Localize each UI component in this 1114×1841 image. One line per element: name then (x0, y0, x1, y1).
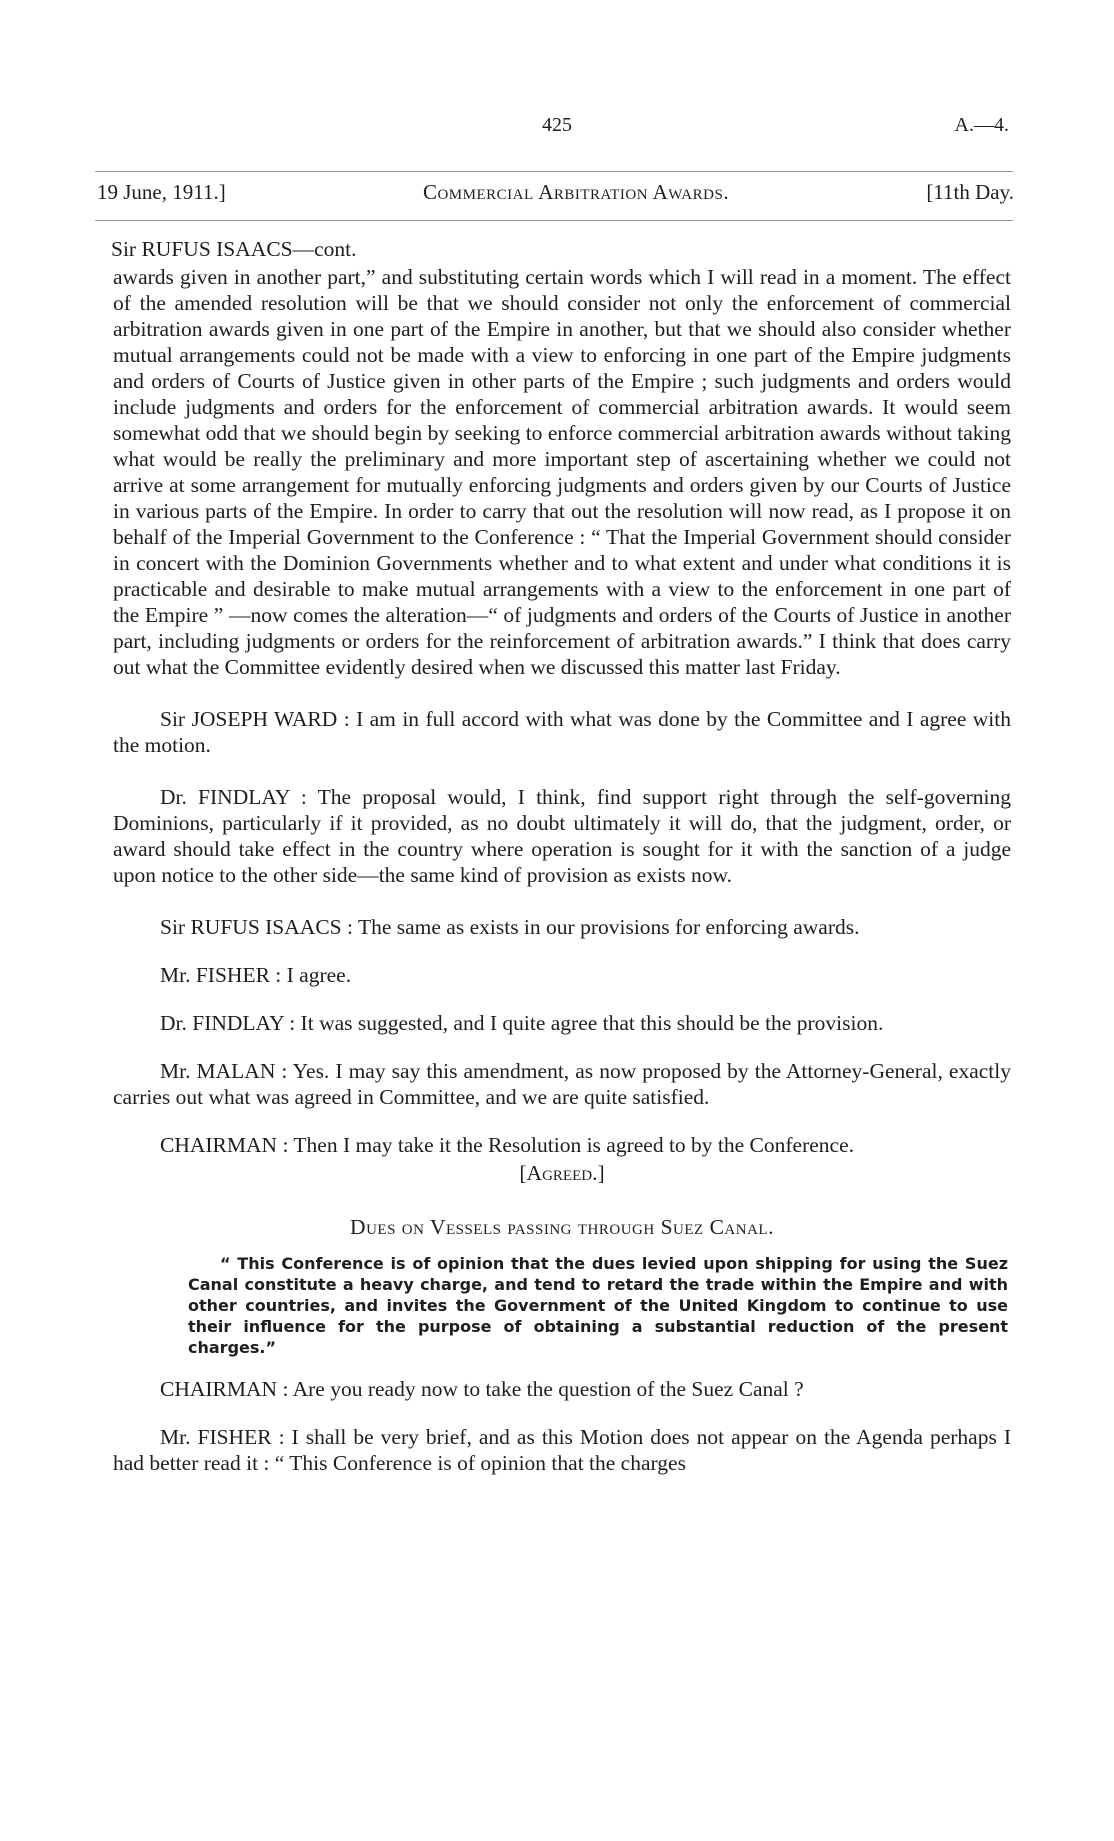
header-rule-top (95, 171, 1013, 172)
paragraph: Dr. FINDLAY : It was suggested, and I quite agree that this should be the provision. (160, 1011, 884, 1035)
paragraph: Sir RUFUS ISAACS : The same as exists in our provisions for enforcing awards. (160, 915, 860, 939)
running-head-date: 19 June, 1911.] (97, 180, 226, 204)
agreed-marker: [Agreed.] (519, 1161, 605, 1185)
paragraph: awards given in another part,” and substituting certain words which I will read in a moment. The effect of the amended resolution will be that we should consider not only the enforcement of commercial arbitration awards given in one part of the Empire in another, but that we should also consider whether mutual arrangements could not be made with a view to enforcing in one part of the Empire judgments and orders of Courts of Justice given in other parts of the Empire ; such judgments and orders would include judgments and orders for the enforcement of commercial arbitration awards. It would seem somewhat odd that we should begin by seeking to enforce commercial arbitration awards without taking what would be really the preliminary and more important step of ascertaining whether we could not arrive at some arrangement for mutually enforcing judgments and orders given by our Courts of Justice in various parts of the Empire. In order to carry that out the resolution will now read, as I propose it on behalf of the Imperial Government to the Conference : “ That the Imperial Government should consider in concert with the Dominion Governments whether and to what extent and under what conditions it is practicable and desirable to make mutual arrangements with a view to the enforcement in one part of the Empire ” —now comes the alteration—“ of judgments and orders of the Courts of Justice in another part, including judgments or orders for the reinforcement of arbitration awards.” I think that does carry out what the Committee evidently desired when we discussed this matter last Friday. (113, 265, 1011, 679)
paragraph: Mr. FISHER : I shall be very brief, and as this Motion does not appear on the Agenda perhaps I had better read it : “ This Conference is of opinion that the charges (113, 1425, 1011, 1475)
paragraph: Mr. FISHER : I agree. (160, 963, 352, 987)
paragraph: Mr. MALAN : Yes. I may say this amendment, as now proposed by the Attorney-General, exactly carries out what was agreed in Committee, and we are quite satisfied. (113, 1059, 1011, 1109)
running-head-day: [11th Day. (926, 180, 1014, 204)
page-number: 425 (542, 114, 572, 136)
resolution-text: “ This Conference is of opinion that the dues levied upon shipping for using the Suez Canal constitute a heavy charge, and tend to retard the trade within the Empire and with other countries, and invites the Government of the United Kingdom to continue to use their influence for the purpose of obtaining a substantial reduction of the present charges.” (188, 1254, 1008, 1357)
paragraph: CHAIRMAN : Are you ready now to take the question of the Suez Canal ? (160, 1377, 804, 1401)
paragraph: CHAIRMAN : Then I may take it the Resolution is agreed to by the Conference. (160, 1133, 855, 1157)
running-head-title: Commercial Arbitration Awards. (422, 180, 730, 204)
body-text (113, 236, 1011, 1476)
series-number: A.—4. (954, 114, 1009, 136)
speaker-continued: Sir RUFUS ISAACS—cont. (111, 237, 357, 261)
running-head (97, 180, 1014, 205)
header-rule-bottom (95, 220, 1013, 221)
paragraph: Sir JOSEPH WARD : I am in full accord with what was done by the Committee and I agree with the motion. (113, 707, 1011, 757)
section-heading: Dues on Vessels passing through Suez Canal. (350, 1215, 774, 1239)
paragraph: Dr. FINDLAY : The proposal would, I think, find support right through the self-governing Dominions, particularly if it provided, as no doubt ultimately it will do, that the judgment, order, or award should take effect in the country where operation is sought for it with the sanction of a judge upon notice to the other side—the same kind of provision as exists now. (113, 785, 1011, 887)
